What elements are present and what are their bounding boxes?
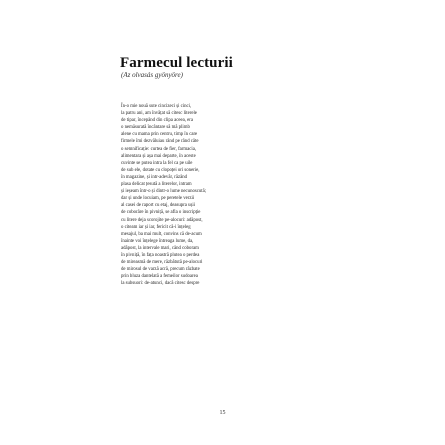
text-line: firmele îmi dezvăluiau rând pe rând câte xyxy=(121,139,199,145)
text-line: o nemăsurată încântare să mă plimb xyxy=(121,125,190,131)
text-line: prin bluza dantelată a femeilor sudoarea xyxy=(121,274,198,280)
text-line: la subsuori: de-atunci, dacă citesc despre xyxy=(121,281,200,287)
text-line: la patru ani, am învățat să citesc literele xyxy=(121,111,197,117)
text-line: dar și unde locuiam, pe peretele verzii xyxy=(121,196,195,202)
text-line: o semnificație: curtea de fier, farmacia, xyxy=(121,146,197,152)
text-line: alene cu mama prin centru, timp în care xyxy=(121,132,198,138)
text-line: alimentara și așa mai departe, în aceste xyxy=(121,153,196,159)
text-line: de tipar, începând din clipa aceea, era xyxy=(121,118,193,124)
chapter-title: Farmecul lecturii xyxy=(120,55,233,71)
text-line: o citeam iar și iar, fericit că-i înțeleg xyxy=(121,224,191,230)
text-line: cuvinte se putea intra la fel ca pe uile xyxy=(121,160,193,166)
text-line: de coborâre în pivniță, se afla o inscripție xyxy=(121,210,201,216)
chapter-subtitle: (Az olvasás gyönyöre) xyxy=(121,71,183,79)
text-line: plasa delicat țesută a literelor, intram xyxy=(121,182,192,188)
text-line: de sub ele, dotate cu clopoței ori sonerie, xyxy=(121,167,200,173)
text-line: și ieșeam într-o și dintr-o lume necunoscută; xyxy=(121,189,207,195)
text-line: de mireasmă de mere, răzbătută pe-alocuri xyxy=(121,260,203,266)
body-text xyxy=(121,103,321,287)
text-line: adăpost, la intervale mari, când coboram xyxy=(121,245,199,251)
page-number: 15 xyxy=(219,410,226,416)
text-line: în magazine, și intr-adevăr, răzând xyxy=(121,174,188,180)
text-line: mesajul, ba mai mult, convins că de-acum xyxy=(121,231,202,237)
text-line: al casei de raport cu etaj, deasupra ușii xyxy=(121,203,196,209)
text-line: cu litere deja scorojite pe-alocuri: adăpost, xyxy=(121,217,203,223)
text-line: înainte voi înțelege întreaga lume, da, xyxy=(121,238,194,244)
text-line: În-o mie nouă sute cincizeci și cinci, xyxy=(121,104,192,109)
text-line: în pivniță, în fața noastră pluteа o perdea xyxy=(121,252,200,258)
text-line: de mirosul de varză acră, precum răzbate xyxy=(121,267,200,273)
